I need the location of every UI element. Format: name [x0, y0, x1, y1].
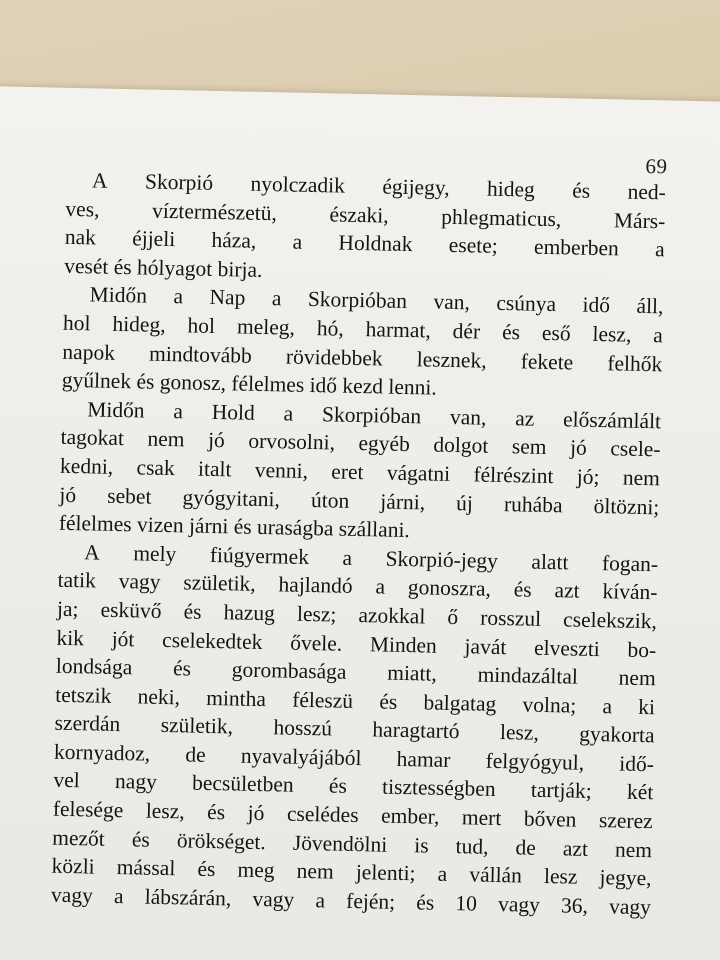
word: ves,	[65, 196, 100, 222]
word: és	[131, 827, 151, 852]
word: a	[283, 401, 294, 426]
word: égijegy,	[382, 174, 450, 200]
word: mezőt	[52, 825, 106, 851]
word: vel	[53, 768, 81, 793]
word: javát	[464, 633, 507, 659]
word: azokkal	[358, 602, 426, 629]
word: felesége	[52, 796, 124, 823]
word: ruhába	[503, 491, 563, 517]
word: lesz,	[592, 321, 632, 347]
word: nyolczadik	[250, 171, 346, 198]
word: mással	[116, 855, 176, 881]
word: becsületben	[191, 771, 294, 798]
word: meg	[237, 857, 275, 883]
word: a	[292, 229, 303, 254]
word: nem	[614, 837, 653, 862]
word: esküvő	[100, 597, 162, 623]
word: azt	[562, 836, 589, 861]
word: kedni,	[59, 453, 114, 479]
word: a	[113, 883, 124, 909]
word: de	[515, 835, 537, 860]
word: sebet	[107, 483, 152, 509]
word: gyógyitani,	[182, 484, 281, 511]
word: tagokat	[60, 425, 125, 451]
text-line: gyűlnek és gonosz, félelmes idő kezd lenni.	[61, 367, 438, 400]
word: gonoszra,	[407, 575, 492, 602]
word: napok	[62, 339, 116, 365]
word: Midőn	[87, 397, 145, 423]
word: a	[653, 323, 664, 348]
word: 10	[455, 890, 478, 916]
word: öltözni;	[593, 493, 660, 519]
word: dolgot	[433, 432, 489, 459]
word: háza,	[211, 228, 257, 254]
word: a	[173, 284, 184, 309]
word: volna;	[522, 692, 577, 718]
word: rövidebbek	[285, 344, 383, 371]
word: ja;	[56, 596, 79, 622]
word: felhők	[607, 350, 663, 376]
word: tisztességben	[381, 775, 496, 802]
word: Márs-	[613, 207, 666, 233]
word: bo-	[627, 637, 657, 662]
word: fején;	[345, 888, 396, 914]
word: közli	[51, 853, 95, 879]
word: lábszárán,	[144, 884, 232, 911]
word: és	[572, 178, 591, 203]
word: nem	[296, 859, 334, 884]
word: vagy	[118, 569, 161, 595]
word: lesz	[543, 864, 578, 889]
word: Nap	[209, 285, 246, 310]
word: 36,	[560, 893, 589, 918]
word: víztermészetü,	[151, 198, 278, 225]
word: harmat,	[365, 317, 431, 343]
word: hó,	[316, 316, 344, 341]
word: jó	[247, 800, 265, 826]
word: ki	[638, 694, 656, 719]
word: szerdán	[54, 710, 121, 737]
word: Skorpió-jegy	[385, 546, 499, 573]
word: ember,	[380, 803, 440, 829]
word: mindazáltal	[477, 662, 579, 689]
word: fogan-	[601, 550, 659, 577]
word: tartják;	[530, 778, 593, 804]
word: hideg,	[112, 311, 166, 337]
word: haragtartó	[372, 717, 460, 744]
word: fekete	[520, 348, 574, 375]
word: tud,	[455, 833, 489, 859]
word: és	[197, 856, 216, 882]
word: eret	[331, 459, 364, 485]
word: eső	[541, 320, 571, 346]
word: és	[416, 890, 435, 915]
word: nem	[147, 426, 185, 452]
word: járni,	[380, 489, 426, 514]
word: idő-	[619, 751, 655, 777]
word: hol	[62, 310, 91, 336]
word: vagy	[252, 886, 295, 912]
word: egyéb	[358, 431, 411, 457]
word: mintha	[206, 685, 267, 711]
body-text	[51, 166, 666, 922]
word: félrészint	[473, 462, 554, 489]
word: venni,	[254, 457, 309, 483]
word: jelenti;	[355, 860, 416, 886]
word: de	[185, 742, 206, 767]
word: a	[602, 693, 613, 719]
word: cselekszik,	[562, 607, 658, 634]
word: tatik	[57, 568, 97, 593]
word: felgyógyul,	[485, 748, 585, 775]
word: is	[413, 832, 429, 858]
word: idő	[582, 293, 611, 318]
word: neki,	[137, 684, 181, 710]
word: sem	[511, 434, 547, 460]
word: szerez	[598, 808, 653, 834]
word: áll,	[636, 294, 664, 319]
word: ővele.	[289, 630, 343, 656]
word: cselédes	[286, 801, 359, 828]
text-line: félelmes vizen járni és uraságba szállani.	[58, 510, 411, 543]
word: féleszü	[291, 687, 354, 713]
word: van,	[449, 404, 487, 430]
word: phlegmaticus,	[441, 204, 562, 231]
word: Holdnak	[338, 230, 413, 257]
word: meleg,	[236, 314, 296, 340]
word: orvosolni,	[248, 429, 336, 455]
word: mert	[461, 805, 502, 831]
word: és	[183, 599, 202, 624]
word: nem	[618, 665, 656, 691]
word: csúnya	[496, 291, 557, 317]
word: bőven	[523, 806, 577, 832]
word: jó	[569, 435, 588, 461]
word: új	[455, 490, 474, 515]
word: A	[91, 168, 108, 193]
word: ő	[447, 604, 459, 630]
word: jó	[59, 482, 77, 507]
word: Skorpióban	[307, 287, 408, 314]
word: esete;	[448, 233, 498, 259]
word: emberben	[533, 234, 620, 261]
word: Midőn	[89, 282, 148, 308]
word: a	[315, 888, 326, 913]
word: nyavalyájából	[240, 743, 362, 771]
word: nak	[64, 225, 97, 250]
word: lesznek,	[416, 346, 487, 373]
word: és	[379, 689, 398, 714]
word: örökséget.	[176, 827, 267, 854]
book-page	[0, 86, 720, 960]
word: csele-	[610, 436, 661, 462]
word: nagy	[114, 769, 158, 795]
word: mely	[133, 541, 177, 566]
word: és	[206, 799, 226, 825]
word: születik,	[160, 713, 234, 739]
word: hosszú	[273, 715, 333, 741]
word: északi,	[329, 201, 389, 228]
page-number: 69	[645, 153, 668, 179]
word: van,	[433, 289, 471, 315]
word: hazug	[223, 600, 276, 626]
word: vágatni	[386, 460, 451, 486]
word: kik	[56, 625, 85, 650]
word: italt	[197, 456, 232, 482]
word: Skorpióban	[321, 401, 422, 429]
word: kíván-	[602, 579, 658, 605]
word: és	[501, 319, 521, 345]
word: elveszti	[533, 635, 601, 661]
word: londsága	[55, 653, 133, 680]
word: vagy	[497, 891, 541, 917]
word: gyakorta	[579, 721, 655, 748]
word: és	[328, 773, 348, 799]
word: vagy	[608, 894, 652, 920]
word: Jövendölni	[292, 830, 388, 857]
word: cselekedtek	[161, 627, 263, 654]
word: jó	[207, 428, 226, 453]
word: és	[172, 656, 192, 681]
word: születik,	[183, 570, 256, 597]
word: hol	[187, 313, 216, 338]
word: tetszik	[55, 682, 112, 708]
word: Skorpió	[144, 169, 214, 195]
word: rosszul	[479, 605, 542, 631]
word: vagy	[50, 882, 94, 908]
word: hideg	[486, 176, 536, 202]
text-line: vesét és hólyagot birja.	[64, 253, 263, 282]
word: a	[271, 286, 282, 311]
word: Minden	[369, 631, 438, 658]
word: a	[173, 398, 184, 424]
word: két	[626, 780, 654, 805]
word: Hold	[211, 399, 256, 425]
word: gorombasága	[231, 657, 347, 684]
word: jó;	[576, 464, 600, 489]
word: ned-	[627, 179, 667, 205]
word: és	[513, 577, 532, 602]
word: az	[514, 406, 535, 431]
word: a	[654, 237, 665, 262]
word: A	[84, 540, 101, 565]
word: úton	[310, 487, 350, 513]
word: lesz,	[499, 720, 540, 746]
word: előszámlált	[562, 407, 662, 434]
word: miatt,	[386, 660, 438, 686]
word: a	[375, 574, 386, 599]
word: mindtovább	[148, 341, 253, 368]
word: hamar	[396, 746, 451, 772]
word: azt	[554, 578, 580, 603]
word: jót	[111, 626, 135, 651]
word: vállán	[469, 862, 523, 888]
word: fiúgyermek	[209, 542, 310, 569]
word: a	[437, 862, 448, 887]
word: alatt	[531, 549, 569, 575]
word: hajlandó	[278, 572, 353, 599]
word: dér	[452, 318, 481, 344]
word: lesz;	[296, 601, 337, 627]
word: lesz,	[145, 798, 185, 824]
word: balgatag	[423, 690, 497, 716]
word: csak	[136, 455, 175, 481]
word: a	[342, 545, 353, 570]
word: éjjeli	[131, 226, 176, 252]
word: kornyadoz,	[53, 739, 151, 766]
word: jegye,	[599, 865, 652, 891]
word: nem	[622, 465, 661, 491]
